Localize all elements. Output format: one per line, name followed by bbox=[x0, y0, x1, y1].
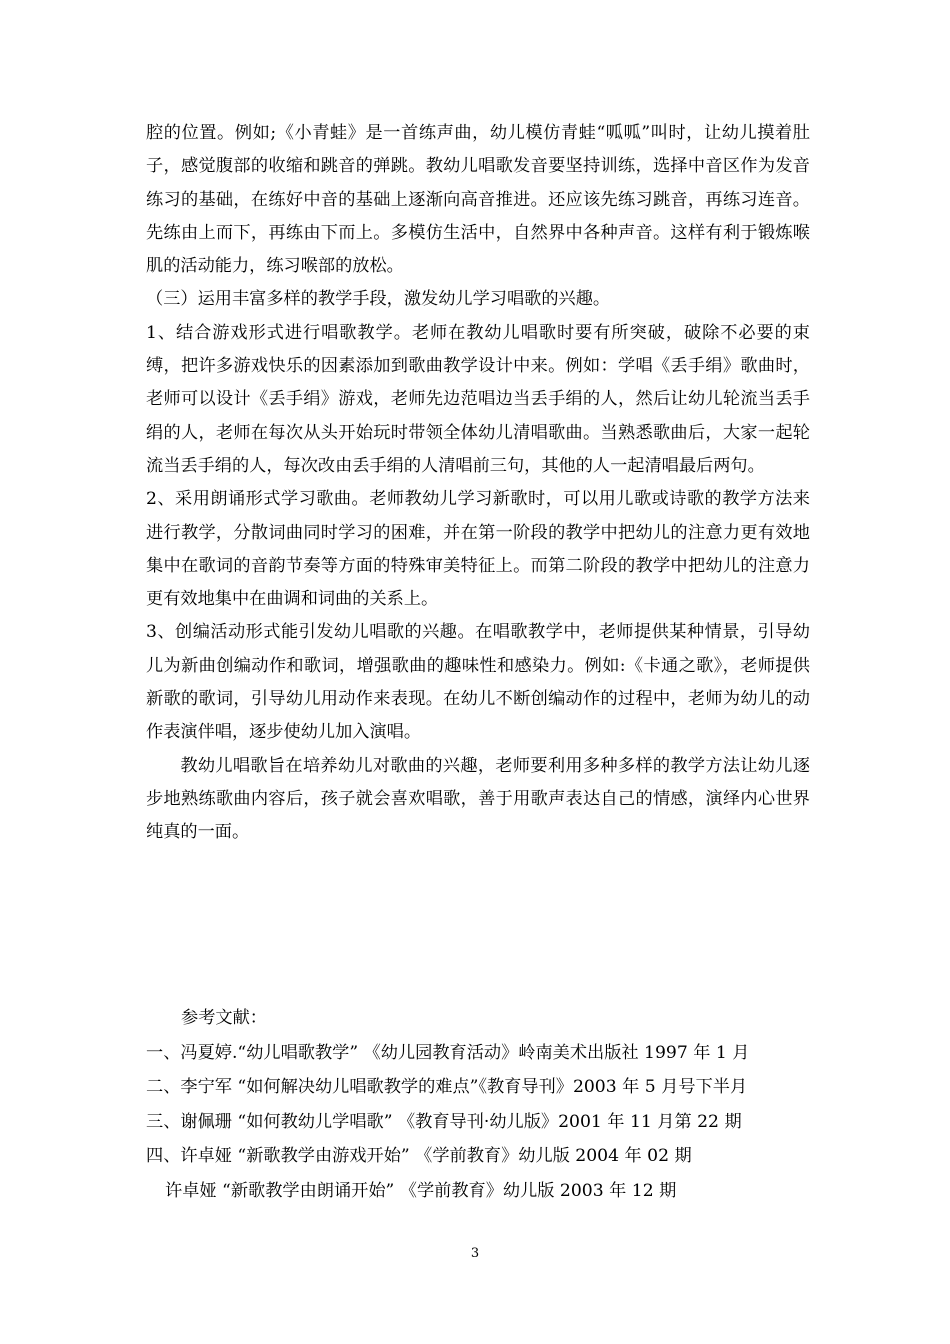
section-heading: （三）运用丰富多样的教学手段，激发幼儿学习唱歌的兴趣。 bbox=[146, 289, 611, 310]
paragraph-recitation: 2、采用朗诵形式学习歌曲。老师教幼儿学习新歌时，可以用儿歌或诗歌的教学方法来进行教学，分散词曲同时学习的困难，并在第一阶段的教学中把幼儿的注意力更有效地集中在歌词的音韵节奏等方面的特殊审美特征上。而第二阶段的教学中把幼儿的注意力更有效地集中在曲调和词曲的关系上。 bbox=[146, 489, 810, 610]
reference-item: 一、冯夏婷.“幼儿唱歌教学” 《幼儿园教育活动》岭南美术出版社 1997 年 1 月 bbox=[146, 1042, 750, 1063]
paragraph-creative-activity: 3、创编活动形式能引发幼儿唱歌的兴趣。在唱歌教学中，老师提供某种情景，引导幼儿为新曲创编动作和歌词，增强歌曲的趣味性和感染力。例如:《卡通之歌》，老师提供新歌的歌词，引导幼儿用动作来表现。在幼儿不断创编动作的过程中，老师为幼儿的动作表演伴唱，逐步使幼儿加入演唱。 bbox=[146, 622, 810, 743]
paragraph-conclusion: 教幼儿唱歌旨在培养幼儿对歌曲的兴趣，老师要利用多种多样的教学方法让幼儿逐步地熟练歌曲内容后，孩子就会喜欢唱歌，善于用歌声表达自己的情感，演绎内心世界纯真的一面。 bbox=[146, 755, 810, 843]
reference-item: 三、谢佩珊 “如何教幼儿学唱歌” 《教育导刊·幼儿版》2001 年 11 月第 22 期 bbox=[146, 1111, 742, 1132]
paragraph-vocal-practice: 腔的位置。例如;《小青蛙》是一首练声曲，幼儿模仿青蛙“呱呱”叫时，让幼儿摸着肚子，感觉腹部的收缩和跳音的弹跳。教幼儿唱歌发音要坚持训练，选择中音区作为发音练习的基础，在练好中音的基础上逐渐向高音推进。还应该先练习跳音，再练习连音。先练由上而下，再练由下而上。多模仿生活中，自然界中各种声音。这样有利于锻炼喉肌的活动能力，练习喉部的放松。 bbox=[146, 123, 810, 277]
page-number: 3 bbox=[470, 1246, 480, 1261]
reference-item: 二、李宁军 “如何解决幼儿唱歌教学的难点”《教育导刊》2003 年 5 月号下半月 bbox=[146, 1077, 748, 1098]
paragraph-game-teaching: 1、结合游戏形式进行唱歌教学。老师在教幼儿唱歌时要有所突破，破除不必要的束缚，把许多游戏快乐的因素添加到歌曲教学设计中来。例如：学唱《丢手绢》歌曲时，老师可以设计《丢手绢》游戏，老师先边范唱边当丢手绢的人，然后让幼儿轮流当丢手绢的人，老师在每次从头开始玩时带领全体幼儿清唱歌曲。当熟悉歌曲后，大家一起轮流当丢手绢的人，每次改由丢手绢的人清唱前三句，其他的人一起清唱最后两句。 bbox=[146, 322, 810, 476]
references-section bbox=[146, 1001, 816, 1209]
body-text bbox=[146, 117, 810, 850]
reference-item: 许卓娅 “新歌教学由朗诵开始” 《学前教育》幼儿版 2003 年 12 期 bbox=[165, 1180, 677, 1201]
references-title: 参考文献： bbox=[181, 1008, 267, 1028]
reference-item: 四、许卓娅 “新歌教学由游戏开始” 《学前教育》幼儿版 2004 年 02 期 bbox=[146, 1146, 692, 1167]
